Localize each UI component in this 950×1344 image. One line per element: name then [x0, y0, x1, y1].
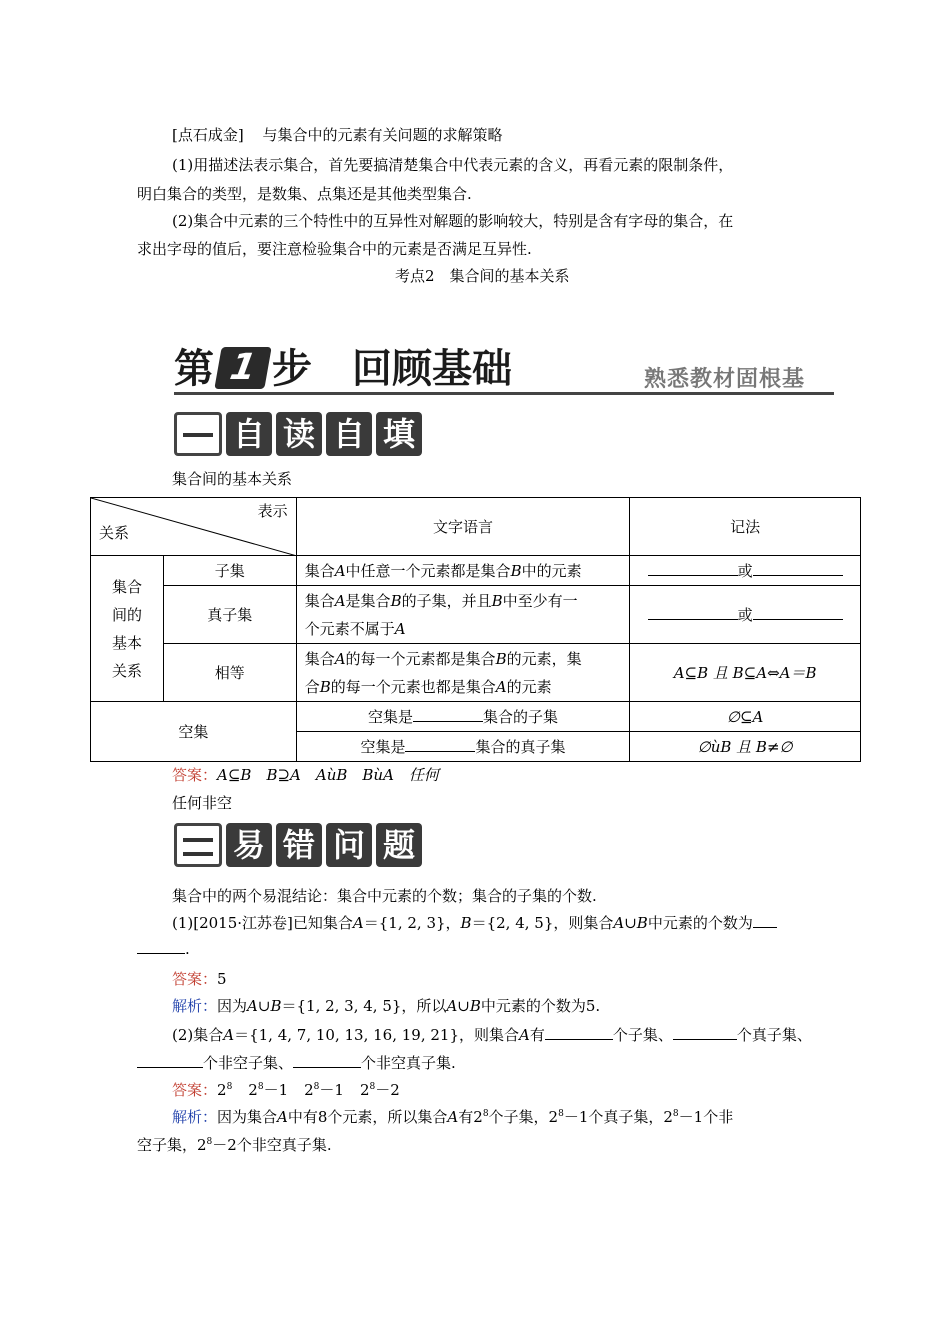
answer-1: 答案：5 [172, 970, 227, 988]
row-subset-notation: 或 [630, 556, 861, 586]
strategy-p2-line1: (2)集合中元素的三个特性中的互异性对解题的影响较大，特别是含有字母的集合，在 [172, 212, 734, 230]
row-empty-notation-1: ∅⊆A [630, 702, 861, 732]
group-line-1: 集合 [111, 577, 142, 596]
mix-intro: 集合中的两个易混结论：集合中元素的个数；集合的子集的个数. [172, 887, 597, 905]
row-equal-text: 集合A的每一个元素都是集合B的元素，集 合B的每一个元素也都是集合A的元素 [296, 644, 630, 702]
question-1-line1: (1)[2015·江苏卷]已知集合A＝{1, 2, 3}，B＝{2, 4, 5}，则集合A∪B中元素的个数为 [172, 912, 777, 933]
section-number-two [174, 823, 222, 867]
strategy-p2-line2: 求出字母的值后，要注意检验集合中的元素是否满足互异性. [137, 240, 532, 258]
sec1-char-3: 自 [326, 412, 372, 456]
sec2-char-1: 易 [226, 823, 272, 867]
group-line-2: 间的 [111, 605, 142, 624]
row-empty-notation-2: ∅ùB 且 B≠∅ [630, 732, 861, 762]
banner-bu: 步 [272, 346, 312, 392]
solution-2-line1: 解析：因为集合A中有8个元素，所以集合A有$2^8$个子集，$2^8-1$个真子集，$2^8-1$个非 [172, 1108, 734, 1126]
row-empty-text-1: 空集是 集合的子集 [296, 702, 630, 732]
step-banner [174, 344, 512, 394]
relations-table [90, 497, 861, 762]
banner-subtitle: 熟悉教材固根基 [644, 367, 806, 392]
col-header-notation: 记法 [630, 498, 861, 556]
sec2-char-3: 问 [326, 823, 372, 867]
section-heading-yicuo [174, 823, 422, 869]
question-1-line2: . [137, 940, 190, 958]
group-cell [91, 556, 164, 702]
answer-label: 答案： [172, 766, 218, 784]
group-line-3: 基本 [111, 633, 142, 652]
question-2-line2: 个非空子集、 个非空真子集. [137, 1052, 456, 1073]
col-header-text: 文字语言 [296, 498, 630, 556]
corner-top-label: 表示 [257, 502, 288, 520]
row-proper-notation: 或 [630, 586, 861, 644]
sec1-char-2: 读 [276, 412, 322, 456]
strategy-p1-line1: (1)用描述法表示集合，首先要搞清楚集合中代表元素的含义，再看元素的限制条件， [172, 156, 734, 174]
banner-title: 回顾基础 [352, 346, 512, 392]
section-heading-zidu [174, 412, 422, 458]
table-corner-cell [91, 498, 297, 556]
solution-1: 解析：因为A∪B＝{1, 2, 3, 4, 5}，所以A∪B中元素的个数为5. [172, 997, 601, 1015]
sec2-char-4: 题 [376, 823, 422, 867]
corner-bottom-label: 关系 [99, 524, 130, 542]
strategy-heading-line [172, 124, 503, 145]
table-answer [172, 764, 439, 785]
strategy-title: 与集合中的元素有关问题的求解策略 [262, 126, 503, 144]
row-equal-notation: A⊆B 且 B⊆A⇔A＝B [630, 644, 861, 702]
strategy-p1-line2: 明白集合的类型，是数集、点集还是其他类型集合. [137, 185, 472, 203]
row-empty-name: 空集 [91, 702, 297, 762]
answer-text: A⊆B B⊇A AùB BùA 任何 [217, 766, 439, 784]
answer-2: 答案：$2^8$ $2^8-1$ $2^8-1$ $2^8-2$ [172, 1081, 400, 1099]
table-caption: 集合间的基本关系 [172, 470, 293, 488]
banner-step-number: 1 [214, 347, 271, 389]
banner-di: 第 [174, 346, 214, 392]
row-proper-text: 集合A是集合B的子集，并且B中至少有一 个元素不属于A [296, 586, 630, 644]
question-2-line1: (2)集合A＝{1, 4, 7, 10, 13, 16, 19, 21}，则集合A有 个子集、 个真子集、 [172, 1026, 812, 1044]
solution-2-line2: 空子集，$2^8-2$个非空真子集. [137, 1136, 332, 1154]
row-subset-name: 子集 [163, 556, 296, 586]
row-empty-text-2: 空集是 集合的真子集 [296, 732, 630, 762]
sec2-char-2: 错 [276, 823, 322, 867]
row-proper-name: 真子集 [163, 586, 296, 644]
sec1-char-4: 填 [376, 412, 422, 456]
strategy-heading: [点石成金] [172, 126, 244, 144]
sec1-char-1: 自 [226, 412, 272, 456]
table-answer-line2: 任何非空 [172, 794, 233, 812]
section-number-one [174, 412, 222, 456]
row-equal-name: 相等 [163, 644, 296, 702]
group-line-4: 关系 [111, 661, 142, 680]
kaodian-heading: 考点2 集合间的基本关系 [395, 267, 570, 285]
row-subset-text: 集合A中任意一个元素都是集合B中的元素 [296, 556, 630, 586]
